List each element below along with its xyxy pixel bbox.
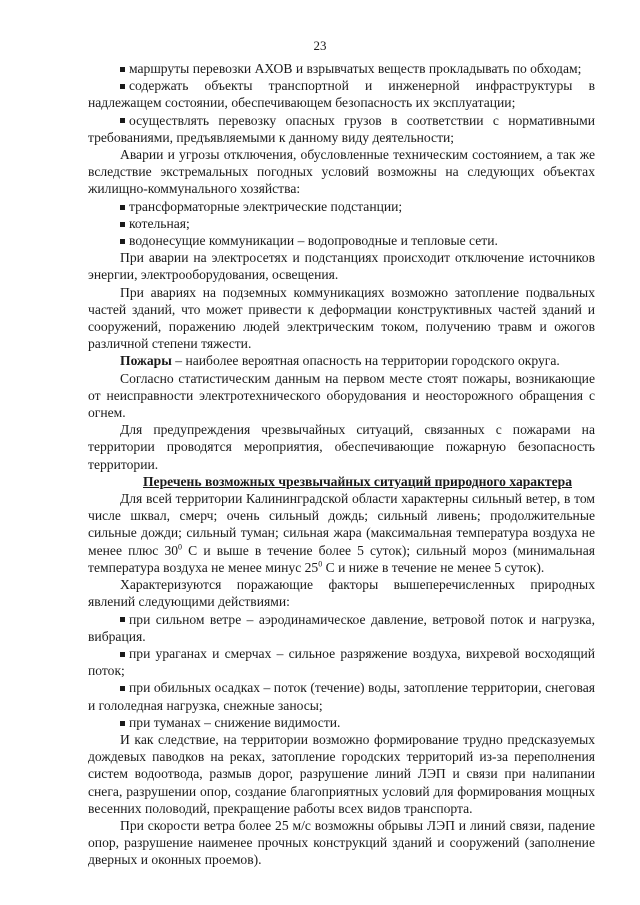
paragraph: Аварии и угрозы отключения, обусловленные техническим состоянием, а так же вследствие экстремальных погодных условий возможны на следующих объектах жилищно-коммунального хозяйства: (88, 147, 595, 197)
bullet-icon (120, 617, 125, 622)
bullet-paragraph: при ураганах и смерчах – сильное разряжение воздуха, вихревой восходящий поток; (88, 645, 595, 679)
paragraph: И как следствие, на территории возможно формирование трудно предсказуемых дождевых паводков на реках, затопление городских территорий из-за переполнения систем водоотвода, размыв дорог, разрушение линий ЛЭП и связи при налипании снега, разрушении опор, создание благоприятных условий для формирования мощных весенних половодий, прекращение работы всех видов транспорта. (88, 731, 595, 816)
fires-term: Пожары (120, 353, 172, 369)
bullet-icon (120, 205, 125, 210)
paragraph: При авариях на подземных коммуникациях возможно затопление подвальных частей зданий, что может привести к деформации конструктивных частей зданий и сооружений, поражению людей электрическим током, получению травм и ожогов различной степени тяжести. (88, 284, 595, 352)
bullet-paragraph: при туманах – снижение видимости. (88, 714, 595, 731)
bullet-paragraph: при обильных осадках – поток (течение) воды, затопление территории, снеговая и гололедная нагрузка, снежные заносы; (88, 680, 595, 713)
bullet-paragraph: осуществлять перевозку опасных грузов в соответствии с нормативными требованиями, предъявляемыми к данному виду деятельности; (88, 112, 595, 145)
bullet-paragraph: маршруты перевозки АХОВ и взрывчатых веществ прокладывать по обходам; (88, 60, 595, 77)
paragraph: При скорости ветра более 25 м/с возможны обрывы ЛЭП и линий связи, падение опор, разрушение наименее прочных конструкций зданий и сооружений (заполнение дверных и оконных проемов). (88, 817, 595, 868)
paragraph: Для всей территории Калининградской области характерны сильный ветер, в том числе шквал, смерч; очень сильный дождь; сильный ливень; продолжительные сильные дожди; сильный туман; сильная жара (максимальная температура воздуха не менее плюс $30^0$ С и выше в течение более 5 суток); сильный мороз (минимальная температура воздуха не менее минус $25^0$ С и ниже в течение не менее 5 суток). (88, 491, 595, 575)
bullet-paragraph: трансформаторные электрические подстанции; (88, 198, 595, 215)
bullet-icon (120, 84, 125, 89)
page-number: 23 (313, 38, 327, 53)
bullet-icon (120, 118, 125, 123)
bullet-icon (120, 67, 125, 72)
paragraph: Пожары – наиболее вероятная опасность на территории городского округа. (120, 353, 560, 369)
paragraph: Для предупреждения чрезвычайных ситуаций, связанных с пожарами на территории проводятся мероприятия, обеспечивающие пожарную безопасность территории. (88, 422, 595, 472)
section-heading: Перечень возможных чрезвычайных ситуаций природного характера (142, 473, 573, 489)
bullet-icon (120, 721, 125, 726)
paragraph: Характеризуются поражающие факторы вышеперечисленных природных явлений следующими действиями: (88, 577, 595, 610)
document-body (88, 60, 595, 869)
bullet-paragraph: при сильном ветре – аэродинамическое давление, ветровой поток и нагрузка, вибрация. (88, 611, 595, 644)
bullet-icon (120, 652, 125, 657)
paragraph: При аварии на электросетях и подстанциях происходит отключение источников энергии, электрооборудования, освещения. (88, 250, 595, 283)
bullet-icon (120, 239, 125, 244)
bullet-icon (120, 222, 125, 227)
bullet-paragraph: содержать объекты транспортной и инженерной инфраструктуры в надлежащем состоянии, обеспечивающем безопасность их эксплуатации; (88, 78, 595, 111)
paragraph: Согласно статистическим данным на первом месте стоят пожары, возникающие от неисправности электротехнического оборудования и неосторожного обращения с огнем. (88, 370, 595, 421)
bullet-paragraph: котельная; (88, 215, 595, 232)
bullet-paragraph: водонесущие коммуникации – водопроводные и тепловые сети. (88, 232, 595, 249)
bullet-icon (120, 686, 125, 691)
